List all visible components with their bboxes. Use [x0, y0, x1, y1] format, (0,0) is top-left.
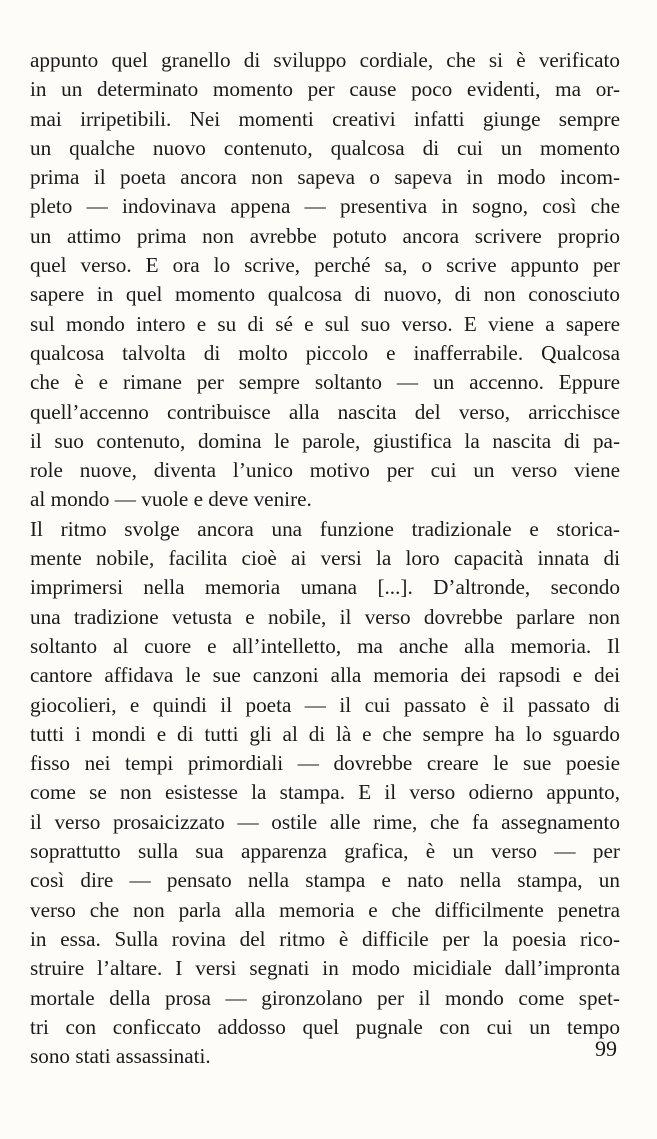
- body-text: [30, 46, 620, 1071]
- text-line: quell’accenno contribuisce alla nascita del verso, arricchisce: [30, 399, 620, 424]
- text-line: giocolieri, e quindi il poeta — il cui passato è il passato di: [30, 692, 620, 717]
- page-number: 99: [595, 1036, 617, 1061]
- paragraph-end-line: al mondo — vuole e deve venire.: [30, 487, 312, 512]
- text-line: Il ritmo svolge ancora una funzione tradizionale e storica-: [30, 516, 620, 541]
- text-line: mai irripetibili. Nei momenti creativi infatti giunge sempre: [30, 106, 620, 131]
- text-line: verso che non parla alla memoria e che difficilmente penetra: [30, 897, 620, 922]
- paragraph-end-line: sono stati assassinati.: [30, 1044, 211, 1069]
- text-line: fisso nei tempi primordiali — dovrebbe creare le sue poesie: [30, 751, 620, 776]
- text-line: struire l’altare. I versi segnati in modo micidiale dall’impronta: [30, 956, 620, 981]
- text-line: appunto quel granello di sviluppo cordiale, che si è verificato: [30, 48, 620, 72]
- text-line: il verso prosaicizzato — ostile alle rime, che fa assegnamento: [30, 809, 620, 834]
- text-line: role nuove, diventa l’unico motivo per cui un verso viene: [30, 458, 620, 483]
- text-line: il suo contenuto, domina le parole, giustifica la nascita di pa-: [30, 428, 620, 453]
- text-line: imprimersi nella memoria umana [...]. D’altronde, secondo: [30, 575, 620, 600]
- text-line: in un determinato momento per cause poco evidenti, ma or-: [30, 77, 620, 102]
- text-line: sapere in quel momento qualcosa di nuovo, di non conosciuto: [30, 282, 620, 307]
- text-line: quel verso. E ora lo scrive, perché sa, o scrive appunto per: [30, 253, 620, 278]
- text-line: pleto — indovinava appena — presentiva in sogno, così che: [30, 194, 620, 219]
- text-line: un qualche nuovo contenuto, qualcosa di cui un momento: [30, 135, 620, 160]
- text-line: qualcosa talvolta di molto piccolo e inafferrabile. Qualcosa: [30, 340, 620, 365]
- text-line: come se non esistesse la stampa. E il verso odierno appunto,: [30, 780, 620, 805]
- text-line: sul mondo intero e su di sé e sul suo verso. E viene a sapere: [30, 311, 620, 336]
- text-line: un attimo prima non avrebbe potuto ancora scrivere proprio: [30, 223, 620, 248]
- text-line: mente nobile, facilita cioè ai versi la loro capacità innata di: [30, 546, 620, 571]
- text-line: tutti i mondi e di tutti gli al di là e che sempre ha lo sguardo: [30, 721, 620, 746]
- text-line: così dire — pensato nella stampa e nato nella stampa, un: [30, 868, 620, 893]
- text-line: mortale della prosa — gironzolano per il mondo come spet-: [30, 985, 620, 1010]
- text-line: tri con conficcato addosso quel pugnale con cui un tempo: [30, 1014, 620, 1039]
- text-line: prima il poeta ancora non sapeva o sapeva in modo incom-: [30, 165, 620, 190]
- text-line: in essa. Sulla rovina del ritmo è difficile per la poesia rico-: [30, 926, 620, 951]
- text-line: soltanto al cuore e all’intelletto, ma anche alla memoria. Il: [30, 633, 620, 658]
- text-line: una tradizione vetusta e nobile, il verso dovrebbe parlare non: [30, 604, 620, 629]
- text-line: soprattutto sulla sua apparenza grafica, è un verso — per: [30, 839, 620, 864]
- text-line: cantore affidava le sue canzoni alla memoria dei rapsodi e dei: [30, 663, 620, 688]
- text-line: che è e rimane per sempre soltanto — un accenno. Eppure: [30, 370, 620, 395]
